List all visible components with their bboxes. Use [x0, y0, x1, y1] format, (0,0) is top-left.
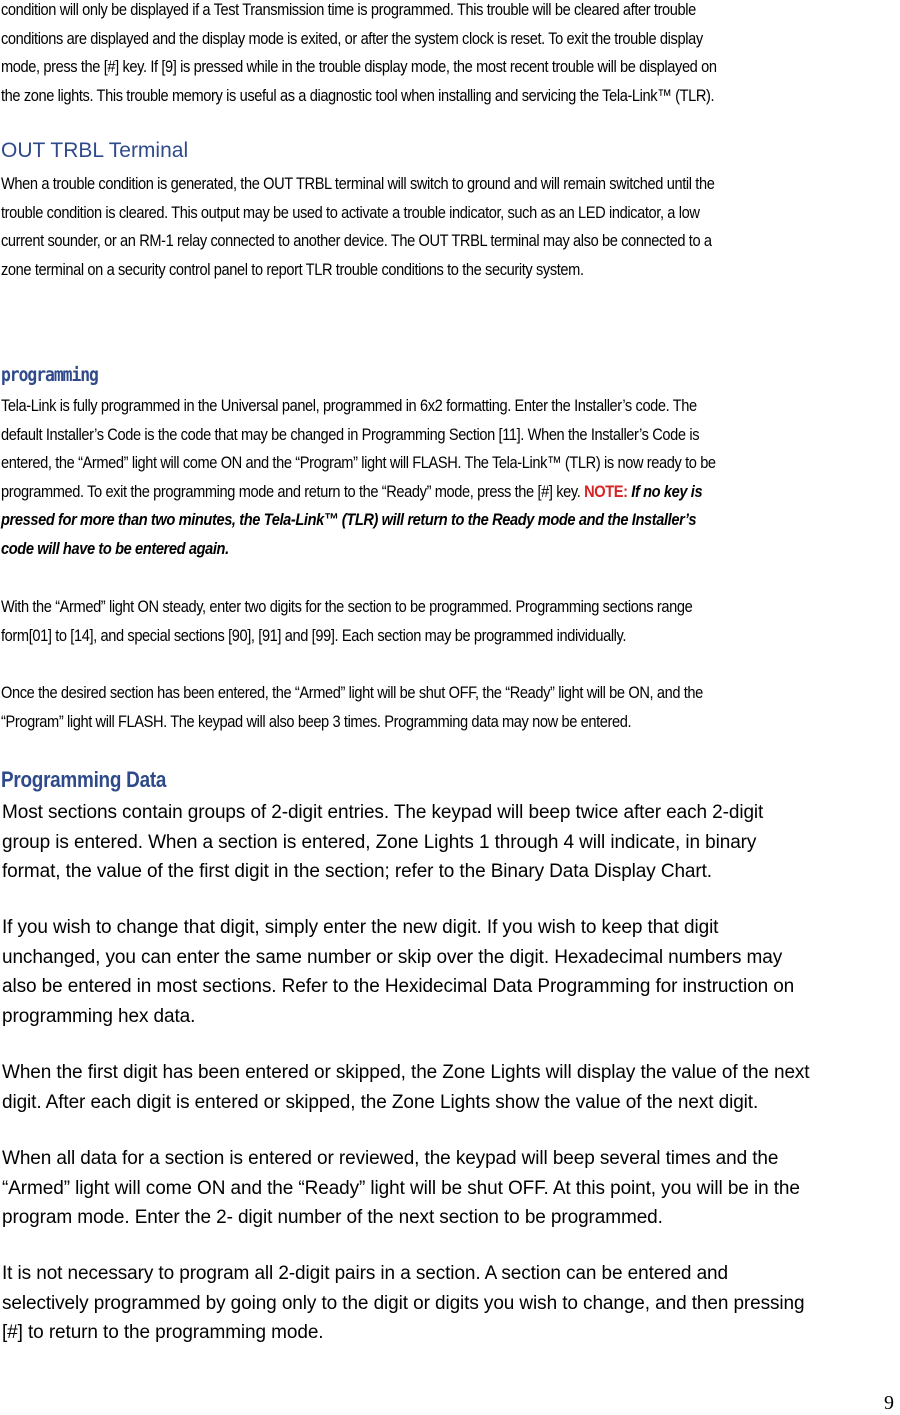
text-line: group is entered. When a section is entered, Zone Lights 1 through 4 will indicate, in binary [2, 831, 757, 853]
text-line: the zone lights. This trouble memory is useful as a diagnostic tool when installing and servicing the Tela-Link™ (TLR). [1, 85, 715, 105]
page-number: 9 [884, 1392, 894, 1414]
text-line: entered, the “Armed” light will come ON and the “Program” light will FLASH. The Tela-Link™ (TLR) is now ready to be [1, 453, 716, 472]
programming-paragraph-3 [1, 679, 900, 736]
intro-paragraph [1, 0, 900, 110]
text-run: programmed. To exit the programming mode and return to the “Ready” mode, press the [#] key. [1, 481, 585, 501]
text-line: Once the desired section has been entered, the “Armed” light will be shut OFF, the “Ready” light will be ON, and the [1, 683, 703, 702]
text-line: conditions are displayed and the display mode is exited, or after the system clock is reset. To exit the trouble display [1, 28, 703, 48]
programming-paragraph-1 [1, 392, 900, 563]
text-line: When the first digit has been entered or skipped, the Zone Lights will display the value of the next [2, 1062, 810, 1083]
text-line: form[01] to [14], and special sections [90], [91] and [99]. Each section may be programmed individually. [1, 625, 627, 645]
programming-data-paragraph-4 [2, 1144, 900, 1233]
text-line: digit. After each digit is entered or skipped, the Zone Lights show the value of the next digit. [2, 1091, 759, 1113]
programming-paragraph-2 [1, 593, 900, 650]
text-line: With the “Armed” light ON steady, enter two digits for the section to be programmed. Programming sections range [1, 597, 693, 616]
text-line: “Program” light will FLASH. The keypad will also beep 3 times. Programming data may now be entered. [1, 711, 632, 731]
text-line: “Armed” light will come ON and the “Ready” light will be shut OFF. At this point, you will be in the [2, 1177, 800, 1199]
programming-data-paragraph-2 [2, 913, 900, 1031]
text-line: format, the value of the first digit in the section; refer to the Binary Data Display Chart. [2, 861, 712, 882]
text-line: It is not necessary to program all 2-digit pairs in a section. A section can be entered and [2, 1263, 728, 1284]
text-line: selectively programmed by going only to the digit or digits you wish to change, and then pressing [2, 1292, 805, 1314]
text-line: unchanged, you can enter the same number or skip over the digit. Hexadecimal numbers may [2, 946, 783, 968]
programming-data-paragraph-3 [2, 1058, 900, 1117]
text-line: If you wish to change that digit, simply enter the new digit. If you wish to keep that digit [2, 917, 719, 938]
note-text: If no key is [627, 481, 703, 501]
text-line: When all data for a section is entered or reviewed, the keypad will beep several times and the [2, 1148, 779, 1169]
programming-data-paragraph-1 [2, 798, 900, 887]
note-line: code will have to be entered again. [1, 538, 229, 558]
note-line: pressed for more than two minutes, the Tela-Link™ (TLR) will return to the Ready mode and the Installer’s [1, 510, 697, 529]
text-line: zone terminal on a security control panel to report TLR trouble conditions to the security system. [1, 259, 584, 279]
out-trbl-heading: OUT TRBL Terminal [1, 139, 189, 162]
text-line: also be entered in most sections. Refer to the Hexidecimal Data Programming for instruction on [2, 976, 795, 997]
text-line: program mode. Enter the 2- digit number of the next section to be programmed. [2, 1207, 663, 1228]
text-line: When a trouble condition is generated, the OUT TRBL terminal will switch to ground and will remain switched until the [1, 174, 715, 193]
programming-data-paragraph-5 [2, 1259, 900, 1348]
text-line: mode, press the [#] key. If [9] is pressed while in the trouble display mode, the most recent trouble will be displayed on [1, 57, 717, 76]
programming-heading: programming [1, 364, 98, 386]
text-line: Tela-Link is fully programmed in the Universal panel, programmed in 6x2 formatting. Enter the Installer’s code. The [1, 396, 697, 415]
note-label: NOTE: [584, 481, 628, 501]
text-line: condition will only be displayed if a Test Transmission time is programmed. This trouble will be cleared after trouble [1, 0, 696, 19]
text-line: Most sections contain groups of 2-digit entries. The keypad will beep twice after each 2-digit [2, 802, 764, 823]
text-line: programming hex data. [2, 1005, 196, 1027]
out-trbl-paragraph [1, 170, 900, 284]
text-line: current sounder, or an RM-1 relay connected to another device. The OUT TRBL terminal may also be connected to a [1, 231, 712, 250]
programming-data-heading: Programming Data [1, 767, 167, 792]
text-line: default Installer’s Code is the code that may be changed in Programming Section [11]. When the Installer’s Code is [1, 424, 700, 444]
text-line: [#] to return to the programming mode. [2, 1322, 324, 1343]
text-line: trouble condition is cleared. This output may be used to activate a trouble indicator, such as an LED indicator, a low [1, 202, 700, 222]
text-line [1, 478, 897, 507]
